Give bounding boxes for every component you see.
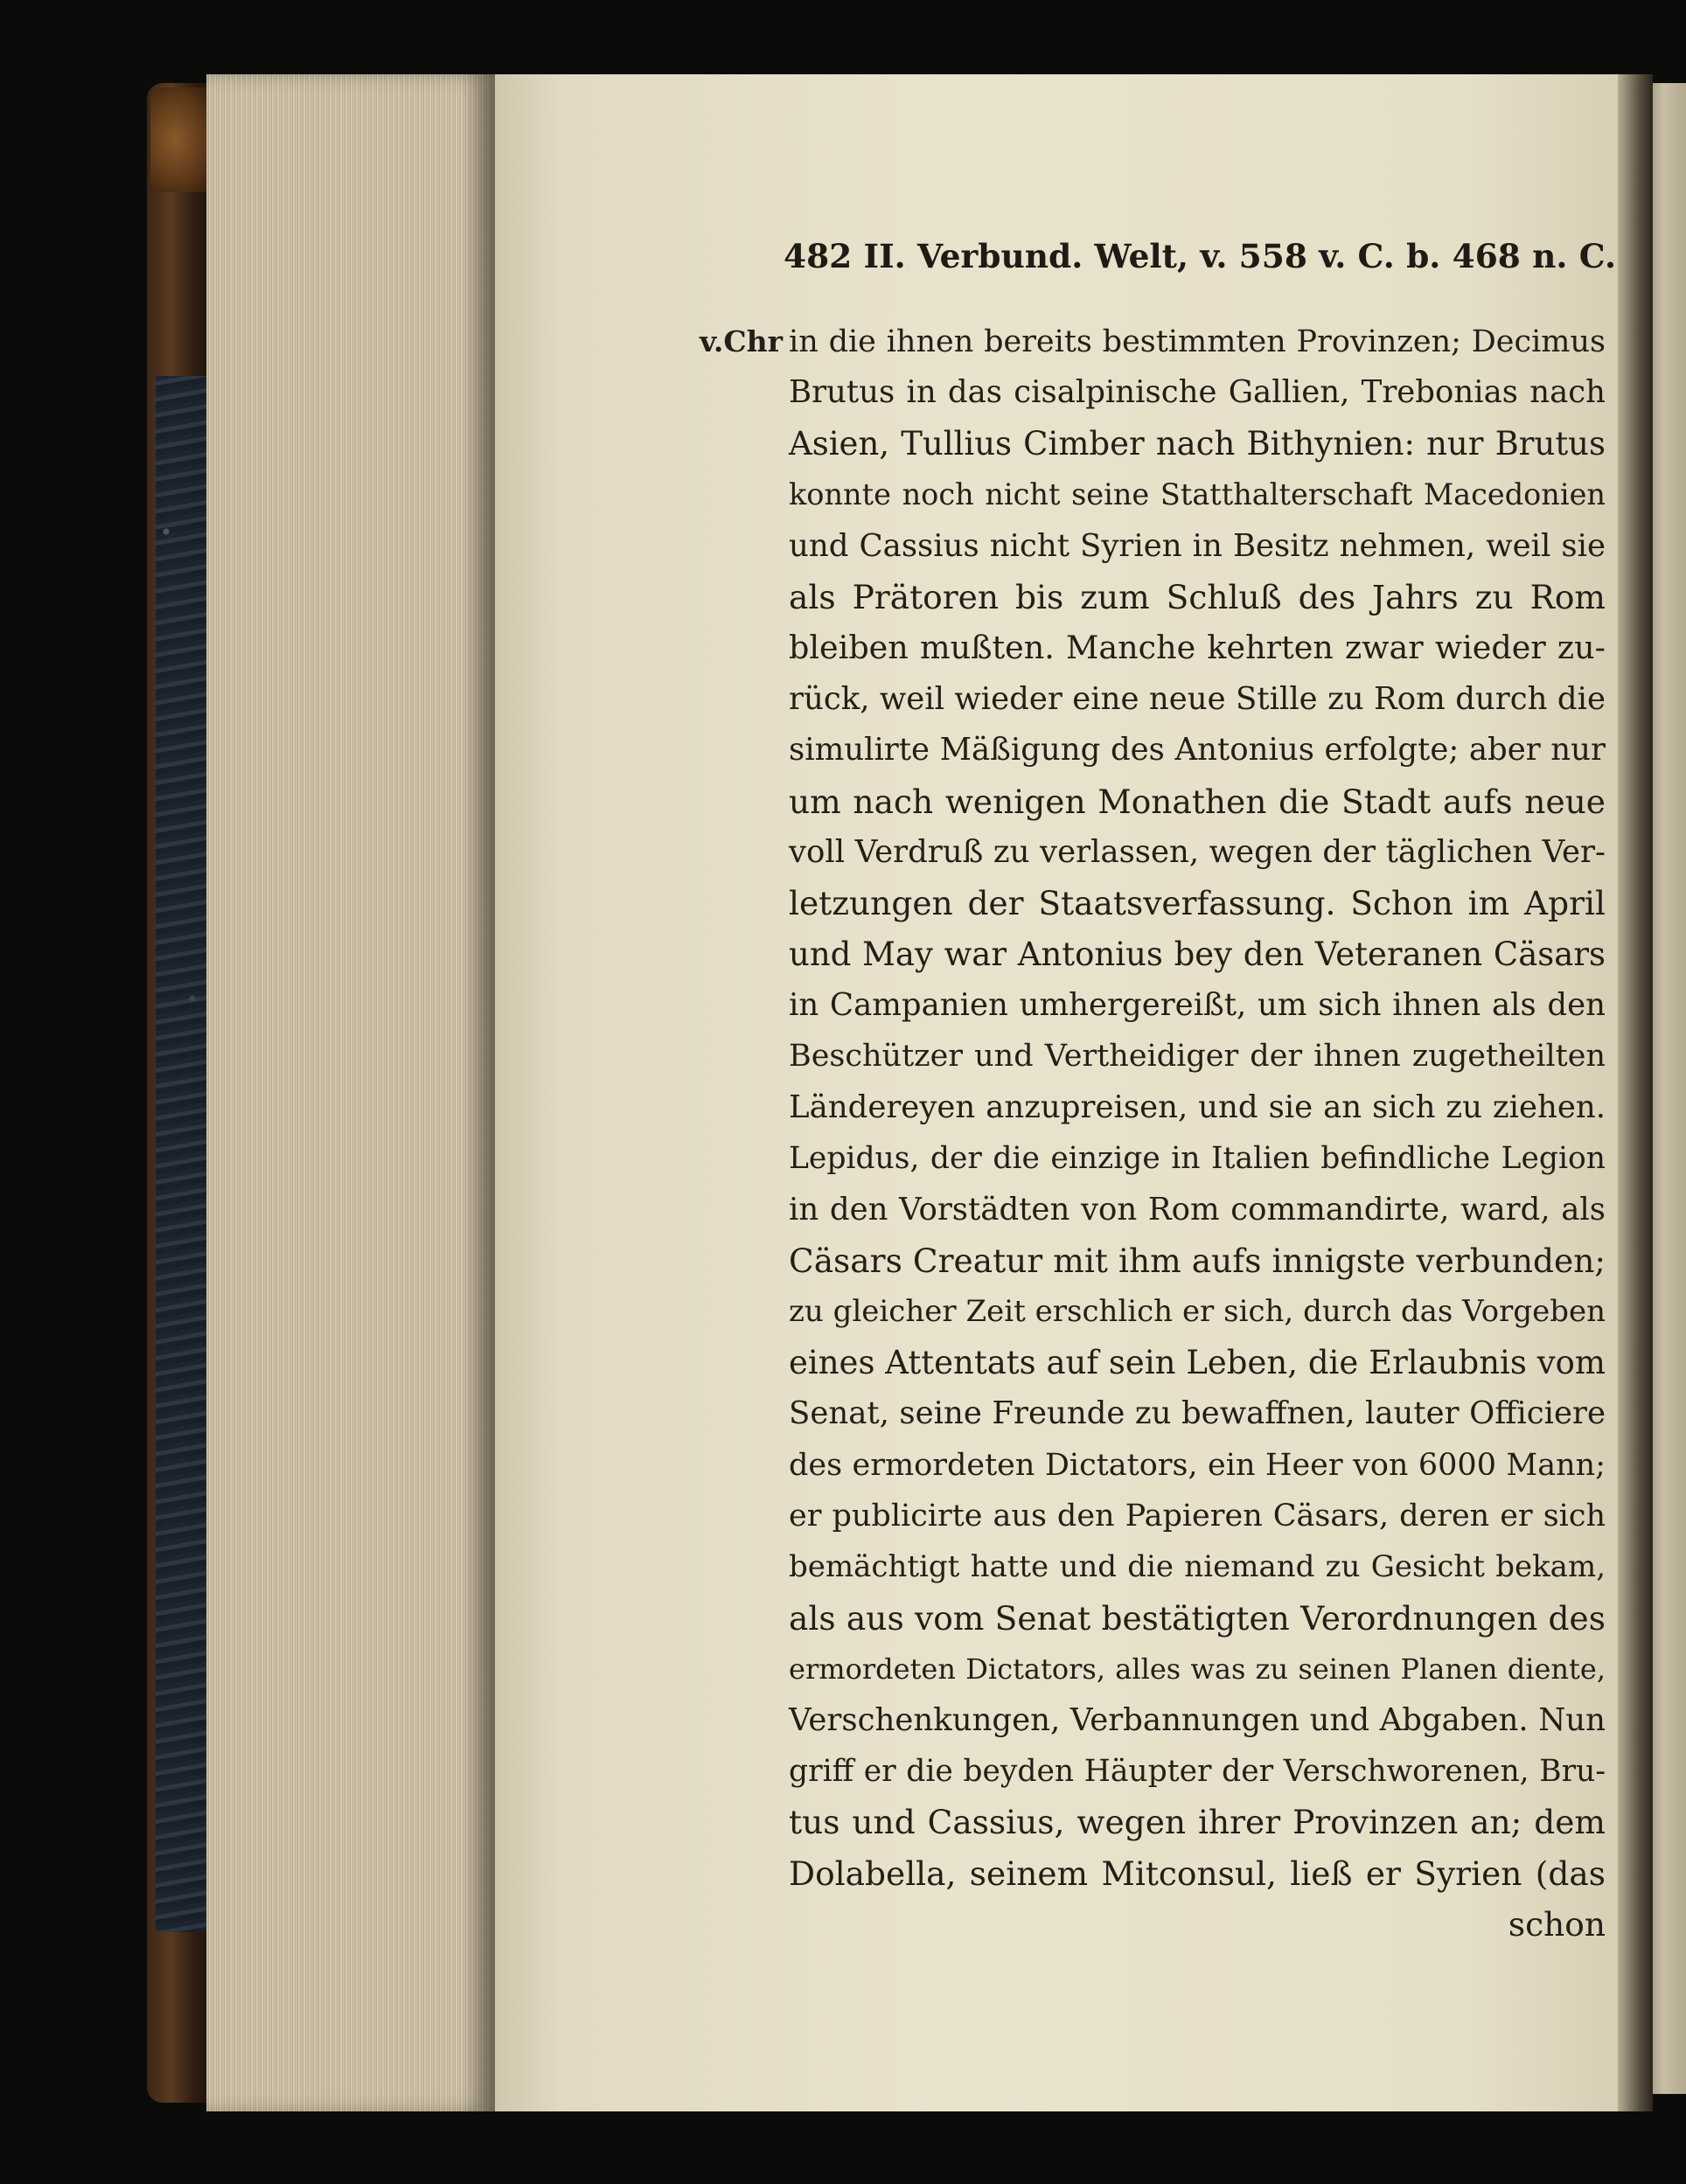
text-line: Verschenkungen, Verbannungen und Abgaben. Nun	[789, 1701, 1606, 1738]
text-line: zu gleicher Zeit erschlich er sich, durch das Vorgeben	[789, 1294, 1606, 1330]
text-line: als Prätoren bis zum Schluß des Jahrs zu Rom	[789, 577, 1606, 616]
text-line: Senat, seine Freunde zu bewaffnen, lauter Officiere	[789, 1395, 1606, 1432]
text-line: rück, weil wieder eine neue Stille zu Rom durch die	[789, 680, 1606, 717]
text-line: tus und Cassius, wegen ihrer Provinzen an; dem	[789, 1803, 1606, 1842]
running-head: 482 II. Verbund. Welt, v. 558 v. C. b. 468 n. C.	[784, 237, 1616, 275]
body-text	[789, 316, 1606, 1951]
text-line: konnte noch nicht seine Statthalterschaft Macedonien	[789, 477, 1606, 512]
text-line: Lepidus, der die einzige in Italien befindliche Legion	[789, 1141, 1606, 1177]
marbled-cover-edge	[156, 376, 208, 1932]
text-line: in die ihnen bereits bestimmten Provinzen; Decimus	[789, 324, 1606, 359]
catchword: schon	[1508, 1905, 1606, 1944]
text-line: und Cassius nicht Syrien in Besitz nehmen, weil sie	[789, 527, 1606, 564]
text-line: und May war Antonius bey den Veteranen Cäsars	[789, 935, 1606, 973]
text-line: Dolabella, seinem Mitconsul, ließ er Syrien (das	[789, 1854, 1606, 1893]
text-line: simulirte Mäßigung des Antonius erfolgte; aber nur	[789, 732, 1606, 769]
page-gutter	[1618, 74, 1653, 2111]
text-line: ermordeten Dictators, alles was zu seinen Planen diente,	[789, 1652, 1606, 1687]
text-line: letzungen der Staatsverfassung. Schon im April	[789, 884, 1606, 923]
text-line: er publicirte aus den Papieren Cäsars, deren er sich	[789, 1498, 1606, 1534]
text-line: bleiben mußten. Manche kehrten zwar wieder zu-	[789, 629, 1606, 667]
margin-note: v.Chr	[700, 324, 783, 358]
text-line: voll Verdruß zu verlassen, wegen der täglichen Ver-	[789, 833, 1606, 870]
page-edges	[206, 74, 495, 2111]
text-line: um nach wenigen Monathen die Stadt aufs neue	[789, 782, 1606, 821]
text-line: Brutus in das cisalpinische Gallien, Trebonias nach	[789, 374, 1606, 411]
leather-corner	[150, 87, 212, 192]
text-line: Cäsars Creatur mit ihm aufs innigste verbunden;	[789, 1242, 1606, 1281]
text-line: bemächtigt hatte und die niemand zu Gesicht bekam,	[789, 1549, 1606, 1585]
text-line: des ermordeten Dictators, ein Heer von 6000 Mann;	[789, 1447, 1606, 1483]
text-line: in Campanien umhergereißt, um sich ihnen als den	[789, 987, 1606, 1024]
text-line: als aus vom Senat bestätigten Verordnungen des	[789, 1598, 1606, 1638]
text-line: eines Attentats auf sein Leben, die Erlaubnis vom	[789, 1343, 1606, 1381]
text-line: in den Vorstädten von Rom commandirte, ward, als	[789, 1191, 1606, 1228]
text-line: Beschützer und Vertheidiger der ihnen zugetheilten	[789, 1039, 1606, 1075]
text-line: griff er die beyden Häupter der Verschworenen, Bru-	[789, 1753, 1606, 1789]
text-line: Asien, Tullius Cimber nach Bithynien: nur Brutus	[789, 424, 1606, 463]
text-line: Ländereyen anzupreisen, und sie an sich zu ziehen.	[789, 1089, 1606, 1125]
